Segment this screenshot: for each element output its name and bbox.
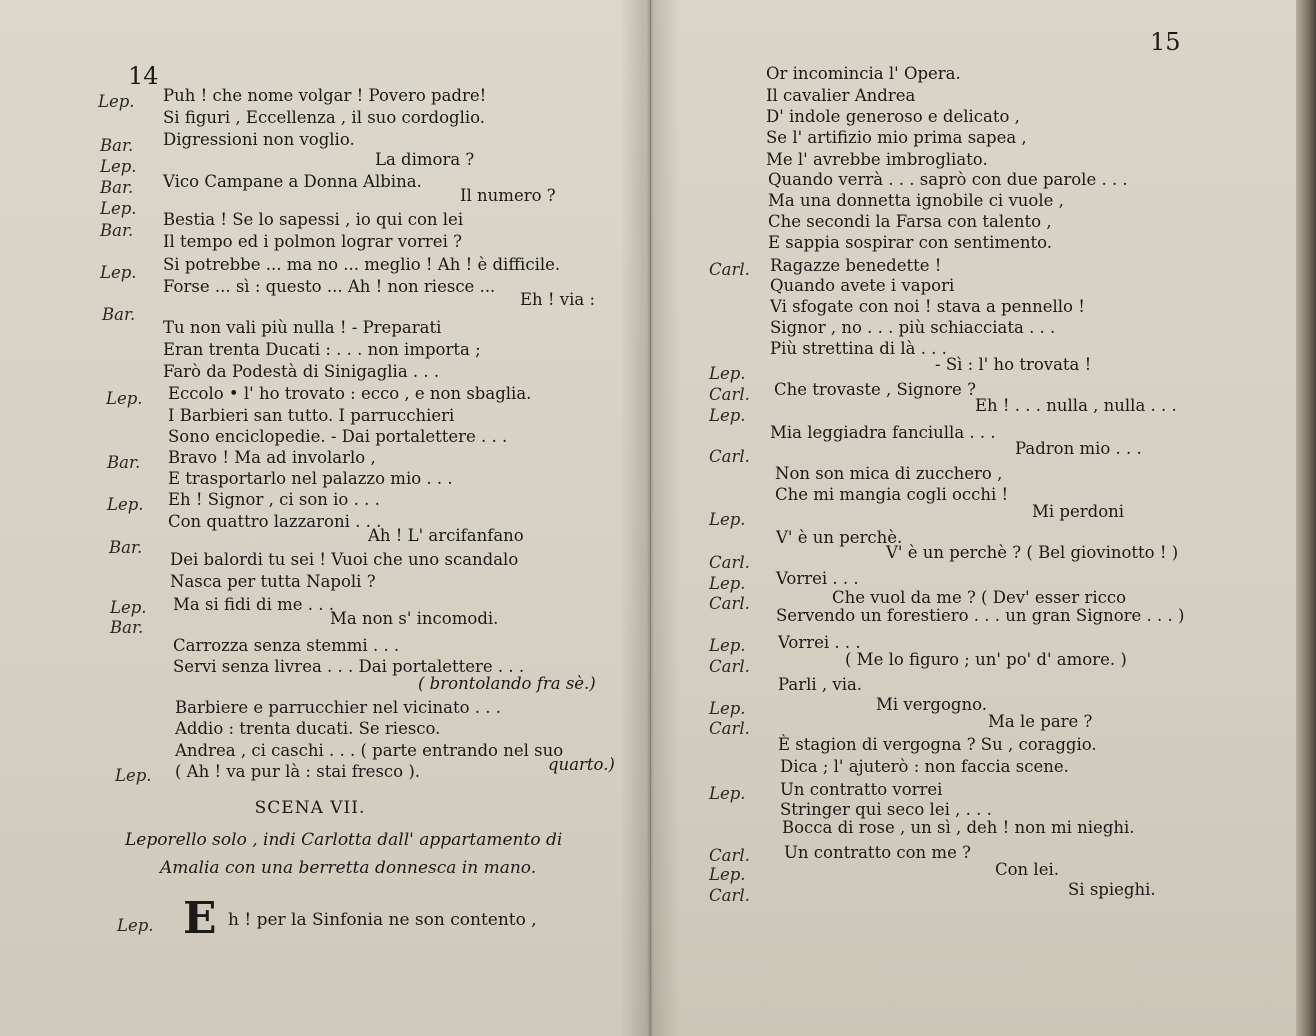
verse-line: Se l' artifizio mio prima sapea , bbox=[766, 128, 1027, 147]
verse-line: Carrozza senza stemmi . . . bbox=[173, 636, 400, 655]
speaker-label: Lep. bbox=[709, 406, 746, 425]
verse-line: Che secondi la Farsa con talento , bbox=[768, 212, 1052, 231]
verse-line: Vi sfogate con noi ! stava a pennello ! bbox=[770, 297, 1085, 316]
verse-line: Un contratto vorrei bbox=[780, 780, 943, 799]
verse-line: Andrea , ci caschi . . . ( parte entrando nel suo bbox=[175, 741, 564, 760]
speaker-label: Carl. bbox=[709, 385, 750, 404]
verse-line: Il numero ? bbox=[460, 186, 556, 205]
verse-line: ( Ah ! va pur là : stai fresco ). bbox=[175, 762, 421, 781]
verse-line: Servi senza livrea . . . Dai portalettere . . . bbox=[173, 657, 525, 676]
verse-line: Si potrebbe ... ma no ... meglio ! Ah ! è difficile. bbox=[163, 255, 561, 274]
verse-line: Si figuri , Eccellenza , il suo cordoglio. bbox=[163, 108, 486, 127]
verse-line: Ma si fidi di me . . . bbox=[173, 595, 335, 614]
verse-line: Un contratto con me ? bbox=[784, 843, 971, 862]
verse-line: Eccolo • l' ho trovato : ecco , e non sbaglia. bbox=[168, 384, 532, 403]
verse-line: Vorrei . . . bbox=[778, 633, 861, 652]
speaker-label: Carl. bbox=[709, 886, 750, 905]
verse-line: ( brontolando fra sè.) bbox=[418, 674, 596, 693]
verse-line: Eh ! Signor , ci son io . . . bbox=[168, 490, 380, 509]
speaker-label: Carl. bbox=[709, 719, 750, 738]
speaker-label: Lep. bbox=[709, 574, 746, 593]
verse-line: Più strettina di là . . . bbox=[770, 339, 947, 358]
page-edge bbox=[1296, 0, 1316, 1036]
speaker-label: Lep. bbox=[709, 865, 746, 884]
verse-line: Farò da Podestà di Sinigaglia . . . bbox=[163, 362, 440, 381]
verse-line: Che vuol da me ? ( Dev' esser ricco bbox=[832, 588, 1127, 607]
speaker-label: Lep. bbox=[106, 389, 143, 408]
verse-line: Digressioni non voglio. bbox=[163, 130, 355, 149]
speaker-label: Lep. bbox=[115, 766, 152, 785]
verse-line: Eran trenta Ducati : . . . non importa ; bbox=[163, 340, 481, 359]
speaker-label: Lep. bbox=[709, 510, 746, 529]
verse-line: È stagion di vergogna ? Su , coraggio. bbox=[778, 735, 1097, 754]
speaker-label: Bar. bbox=[100, 178, 134, 197]
verse-line: D' indole generoso e delicato , bbox=[766, 107, 1020, 126]
verse-line: Bravo ! Ma ad involarlo , bbox=[168, 448, 376, 467]
verse-line: Mia leggiadra fanciulla . . . bbox=[770, 423, 996, 442]
verse-line: Ma una donnetta ignobile ci vuole , bbox=[768, 191, 1064, 210]
verse-line: Me l' avrebbe imbrogliato. bbox=[766, 150, 988, 169]
speaker-label: Bar. bbox=[100, 221, 134, 240]
speaker-label: Lep. bbox=[709, 636, 746, 655]
verse-line: Vico Campane a Donna Albina. bbox=[163, 172, 422, 191]
verse-line: Addio : trenta ducati. Se riesco. bbox=[175, 719, 441, 738]
verse-line: Il tempo ed i polmon lograr vorrei ? bbox=[163, 232, 462, 251]
verse-line: Con quattro lazzaroni . . . bbox=[168, 512, 382, 531]
speaker-label: Lep. bbox=[98, 92, 135, 111]
speaker-label: Lep. bbox=[117, 916, 154, 935]
speaker-label: Carl. bbox=[709, 594, 750, 613]
verse-line: Bocca di rose , un sì , deh ! non mi nieghi. bbox=[782, 818, 1135, 837]
verse-line: Servendo un forestiero . . . un gran Signore . . . ) bbox=[776, 606, 1185, 625]
speaker-label: Bar. bbox=[110, 618, 144, 637]
verse-line: Non son mica di zucchero , bbox=[775, 464, 1003, 483]
scene-title: SCENA VII. bbox=[254, 798, 366, 818]
verse-line: Quando avete i vapori bbox=[770, 276, 955, 295]
verse-line: Il cavalier Andrea bbox=[766, 86, 916, 105]
speaker-label: Lep. bbox=[110, 598, 147, 617]
verse-line: h ! per la Sinfonia ne son contento , bbox=[228, 910, 537, 930]
speaker-label: Lep. bbox=[107, 495, 144, 514]
verse-line: Signor , no . . . più schiacciata . . . bbox=[770, 318, 1056, 337]
speaker-label: Bar. bbox=[107, 453, 141, 472]
verse-line: Ah ! L' arcifanfano bbox=[368, 526, 524, 545]
verse-line: Ma le pare ? bbox=[988, 712, 1093, 731]
verse-line: Che trovaste , Signore ? bbox=[774, 380, 976, 399]
verse-line: Ma non s' incomodi. bbox=[330, 609, 499, 628]
verse-line: Sono enciclopedie. - Dai portalettere . . . bbox=[168, 427, 508, 446]
verse-line: E trasportarlo nel palazzo mio . . . bbox=[168, 469, 453, 488]
speaker-label: Carl. bbox=[709, 553, 750, 572]
verse-line: Nasca per tutta Napoli ? bbox=[170, 572, 376, 591]
verse-line: Eh ! . . . nulla , nulla . . . bbox=[975, 396, 1177, 415]
page-number-right: 15 bbox=[1150, 28, 1181, 56]
verse-line: Stringer qui seco lei , . . . bbox=[780, 800, 992, 819]
speaker-label: Carl. bbox=[709, 260, 750, 279]
verse-line: E sappia sospirar con sentimento. bbox=[768, 233, 1053, 252]
right-page bbox=[651, 0, 1311, 1036]
verse-line: V' è un perchè ? ( Bel giovinotto ! ) bbox=[886, 543, 1179, 562]
stage-direction-line: Leporello solo , indi Carlotta dall' appartamento di bbox=[125, 830, 563, 850]
speaker-label: Carl. bbox=[709, 846, 750, 865]
verse-line: Ragazze benedette ! bbox=[770, 256, 942, 275]
verse-line: Quando verrà . . . saprò con due parole . . . bbox=[768, 170, 1128, 189]
speaker-label: Lep. bbox=[100, 157, 137, 176]
verse-line: Padron mio . . . bbox=[1015, 439, 1142, 458]
speaker-label: Lep. bbox=[100, 263, 137, 282]
verse-line: I Barbieri san tutto. I parrucchieri bbox=[168, 406, 455, 425]
speaker-label: Bar. bbox=[109, 538, 143, 557]
verse-line: Eh ! via : bbox=[520, 290, 596, 309]
speaker-label: Bar. bbox=[102, 305, 136, 324]
speaker-label: Lep. bbox=[709, 699, 746, 718]
speaker-label: Lep. bbox=[709, 784, 746, 803]
verse-line: Si spieghi. bbox=[1068, 880, 1156, 899]
verse-line: Mi perdoni bbox=[1032, 502, 1125, 521]
verse-line: Bestia ! Se lo sapessi , io qui con lei bbox=[163, 210, 464, 229]
verse-line: Tu non vali più nulla ! - Preparati bbox=[163, 318, 442, 337]
verse-line: Barbiere e parrucchier nel vicinato . . . bbox=[175, 698, 501, 717]
stage-direction-line: Amalia con una berretta donnesca in mano. bbox=[160, 858, 537, 878]
verse-line: Or incomincia l' Opera. bbox=[766, 64, 961, 83]
drop-cap: E bbox=[183, 893, 217, 944]
verse-line: Dei balordi tu sei ! Vuoi che uno scandalo bbox=[170, 550, 519, 569]
verse-line: - Sì : l' ho trovata ! bbox=[935, 355, 1092, 374]
speaker-label: Lep. bbox=[709, 364, 746, 383]
verse-line: quarto.) bbox=[548, 755, 615, 774]
speaker-label: Bar. bbox=[100, 136, 134, 155]
verse-line: Dica ; l' ajuterò : non faccia scene. bbox=[780, 757, 1069, 776]
speaker-label: Carl. bbox=[709, 657, 750, 676]
speaker-label: Lep. bbox=[100, 199, 137, 218]
verse-line: ( Me lo figuro ; un' po' d' amore. ) bbox=[845, 650, 1127, 669]
verse-line: Che mi mangia cogli occhi ! bbox=[775, 485, 1009, 504]
verse-line: Mi vergogno. bbox=[876, 695, 987, 714]
left-page bbox=[0, 0, 651, 1036]
page-number-left: 14 bbox=[128, 62, 159, 90]
verse-line: Parli , via. bbox=[778, 675, 863, 694]
speaker-label: Carl. bbox=[709, 447, 750, 466]
verse-line: V' è un perchè. bbox=[776, 528, 903, 547]
verse-line: Vorrei . . . bbox=[776, 569, 859, 588]
verse-line: Forse ... sì : questo ... Ah ! non riesce ... bbox=[163, 277, 496, 296]
verse-line: Con lei. bbox=[995, 860, 1059, 879]
verse-line: La dimora ? bbox=[375, 150, 475, 169]
verse-line: Puh ! che nome volgar ! Povero padre! bbox=[163, 86, 487, 105]
